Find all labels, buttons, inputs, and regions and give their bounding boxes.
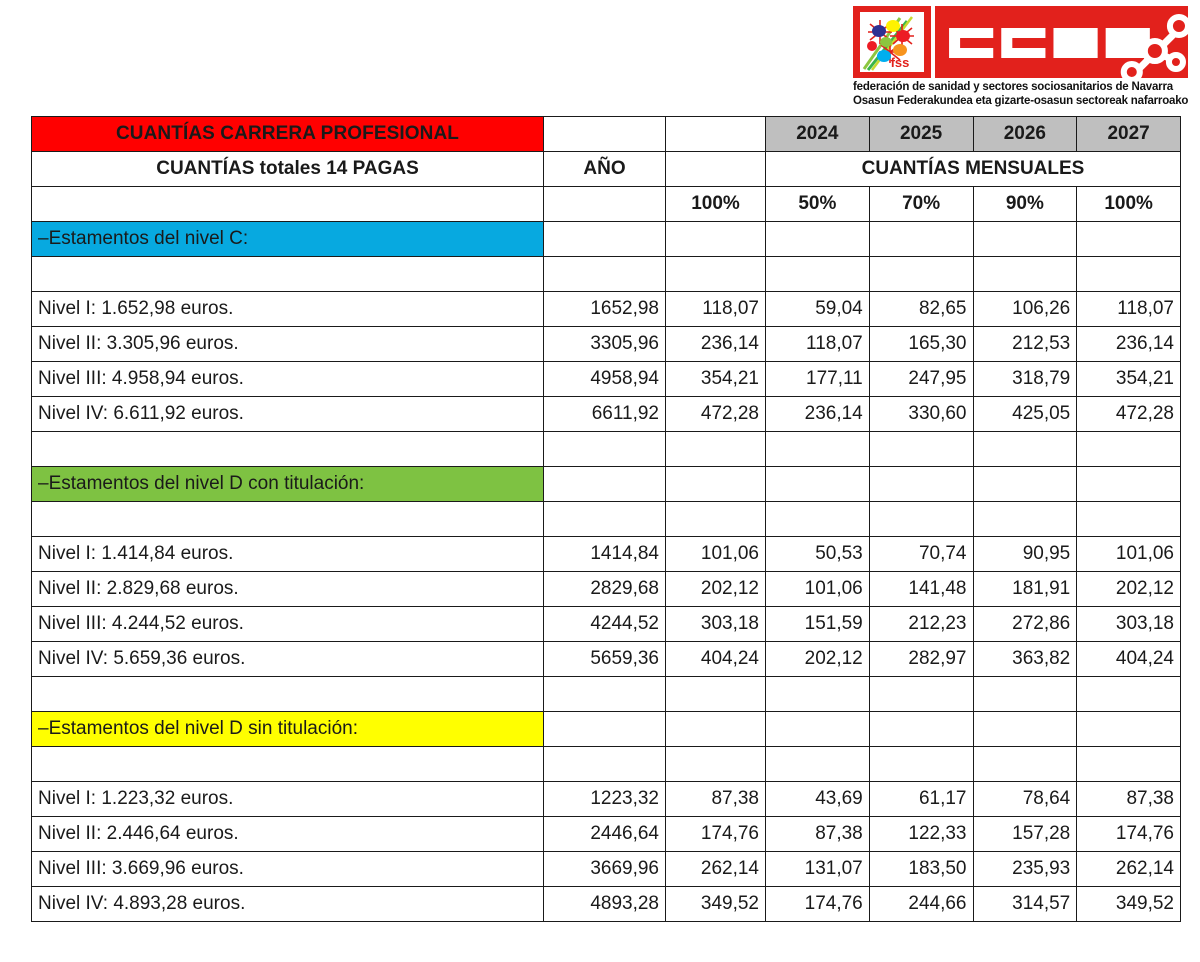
value-2027: 349,52	[1077, 887, 1181, 922]
value-2026: 235,93	[973, 852, 1077, 887]
svg-text:fss: fss	[890, 55, 910, 70]
value-2027: 87,38	[1077, 782, 1181, 817]
spacer-cell	[1077, 432, 1181, 467]
value-2024: 236,14	[766, 397, 870, 432]
table-row	[32, 537, 1181, 572]
anio-pct100-value: 303,18	[666, 607, 766, 642]
table-row	[32, 572, 1181, 607]
spacer-cell	[869, 502, 973, 537]
anio-total-value: 2829,68	[544, 572, 666, 607]
section-header-row	[32, 222, 1181, 257]
value-2024: 177,11	[766, 362, 870, 397]
section-blank-cell	[544, 222, 666, 257]
value-2026: 157,28	[973, 817, 1077, 852]
value-2025: 82,65	[869, 292, 973, 327]
value-2026: 318,79	[973, 362, 1077, 397]
value-2026: 90,95	[973, 537, 1077, 572]
anio-pct100-value: 101,06	[666, 537, 766, 572]
anio-total-value: 4893,28	[544, 887, 666, 922]
table-row	[32, 852, 1181, 887]
value-2027: 101,06	[1077, 537, 1181, 572]
section-blank-cell	[1077, 467, 1181, 502]
level-description: Nivel III: 4.244,52 euros.	[32, 607, 544, 642]
value-2026: 181,91	[973, 572, 1077, 607]
spacer-row	[32, 257, 1181, 292]
value-2026: 314,57	[973, 887, 1077, 922]
spacer-cell	[1077, 257, 1181, 292]
section-blank-cell	[666, 222, 766, 257]
spacer-cell	[766, 677, 870, 712]
spacer-cell	[32, 502, 544, 537]
percent-header-2024: 50%	[766, 187, 870, 222]
level-description: Nivel II: 3.305,96 euros.	[32, 327, 544, 362]
section-blank-cell	[544, 712, 666, 747]
anio-total-value: 1652,98	[544, 292, 666, 327]
table-row	[32, 362, 1181, 397]
section-label-2: –Estamentos del nivel D sin titulación:	[32, 712, 544, 747]
value-2024: 131,07	[766, 852, 870, 887]
ccoo-logo	[853, 6, 1189, 108]
section-blank-cell	[973, 712, 1077, 747]
value-2027: 236,14	[1077, 327, 1181, 362]
spacer-row	[32, 502, 1181, 537]
percent-header-2025: 70%	[869, 187, 973, 222]
table-row	[32, 607, 1181, 642]
spacer-cell	[766, 747, 870, 782]
fss-flower-icon	[853, 6, 931, 78]
ccoo-wordmark-art	[935, 6, 1188, 78]
percent-blank-anio	[544, 187, 666, 222]
value-2025: 244,66	[869, 887, 973, 922]
spacer-cell	[973, 432, 1077, 467]
spacer-cell	[544, 677, 666, 712]
value-2024: 87,38	[766, 817, 870, 852]
spacer-cell	[869, 257, 973, 292]
level-description: Nivel II: 2.446,64 euros.	[32, 817, 544, 852]
level-description: Nivel III: 3.669,96 euros.	[32, 852, 544, 887]
spacer-row	[32, 432, 1181, 467]
fss-flower-art	[860, 12, 924, 72]
section-blank-cell	[544, 467, 666, 502]
spacer-cell	[869, 677, 973, 712]
spacer-cell	[766, 502, 870, 537]
spacer-cell	[544, 502, 666, 537]
value-2024: 118,07	[766, 327, 870, 362]
section-blank-cell	[766, 712, 870, 747]
anio-total-value: 2446,64	[544, 817, 666, 852]
value-2024: 202,12	[766, 642, 870, 677]
section-blank-cell	[1077, 712, 1181, 747]
section-label-0: –Estamentos del nivel C:	[32, 222, 544, 257]
table-title-red: CUANTÍAS CARRERA PROFESIONAL	[32, 117, 544, 152]
section-blank-cell	[973, 222, 1077, 257]
level-description: Nivel II: 2.829,68 euros.	[32, 572, 544, 607]
anio-pct100-value: 236,14	[666, 327, 766, 362]
year-header-2024: 2024	[766, 117, 870, 152]
spacer-cell	[666, 747, 766, 782]
year-header-2025: 2025	[869, 117, 973, 152]
section-blank-cell	[666, 712, 766, 747]
logo-subtitle-line-2: Osasun Federakundea eta gizarte-osasun sectoreak nafarroako	[853, 95, 1189, 108]
value-2026: 212,53	[973, 327, 1077, 362]
spacer-cell	[766, 432, 870, 467]
spacer-cell	[666, 257, 766, 292]
section-header-row	[32, 467, 1181, 502]
value-2024: 59,04	[766, 292, 870, 327]
value-2026: 272,86	[973, 607, 1077, 642]
header-row-title	[32, 117, 1181, 152]
spacer-cell	[544, 432, 666, 467]
table-row	[32, 782, 1181, 817]
value-2025: 141,48	[869, 572, 973, 607]
anio-total-value: 1414,84	[544, 537, 666, 572]
spacer-cell	[1077, 747, 1181, 782]
value-2027: 262,14	[1077, 852, 1181, 887]
anio-pct100-value: 354,21	[666, 362, 766, 397]
spacer-cell	[32, 677, 544, 712]
anio-total-value: 5659,36	[544, 642, 666, 677]
value-2024: 50,53	[766, 537, 870, 572]
header-blank-anio	[544, 117, 666, 152]
level-description: Nivel I: 1.414,84 euros.	[32, 537, 544, 572]
year-header-2027: 2027	[1077, 117, 1181, 152]
percent-blank-desc	[32, 187, 544, 222]
spacer-cell	[869, 747, 973, 782]
header-row-percent	[32, 187, 1181, 222]
anio-pct100-value: 472,28	[666, 397, 766, 432]
anio-header: AÑO	[544, 152, 666, 187]
table-row	[32, 327, 1181, 362]
value-2026: 425,05	[973, 397, 1077, 432]
percent-header-2026: 90%	[973, 187, 1077, 222]
anio-total-value: 3305,96	[544, 327, 666, 362]
spacer-cell	[32, 432, 544, 467]
value-2026: 106,26	[973, 292, 1077, 327]
table-row	[32, 397, 1181, 432]
anio-pct100-value: 118,07	[666, 292, 766, 327]
anio-pct100-value: 404,24	[666, 642, 766, 677]
anio-total-value: 4958,94	[544, 362, 666, 397]
section-blank-cell	[1077, 222, 1181, 257]
anio-pct100-value: 87,38	[666, 782, 766, 817]
value-2026: 363,82	[973, 642, 1077, 677]
spacer-cell	[544, 257, 666, 292]
level-description: Nivel IV: 4.893,28 euros.	[32, 887, 544, 922]
value-2025: 61,17	[869, 782, 973, 817]
spacer-cell	[666, 677, 766, 712]
table-row	[32, 642, 1181, 677]
value-2024: 174,76	[766, 887, 870, 922]
percent-header-2027: 100%	[1077, 187, 1181, 222]
value-2025: 212,23	[869, 607, 973, 642]
cuantias-table-wrap	[31, 116, 1180, 922]
level-description: Nivel III: 4.958,94 euros.	[32, 362, 544, 397]
table-body	[32, 117, 1181, 922]
subtitle-blank-pct	[666, 152, 766, 187]
value-2024: 43,69	[766, 782, 870, 817]
level-description: Nivel I: 1.223,32 euros.	[32, 782, 544, 817]
value-2025: 122,33	[869, 817, 973, 852]
value-2025: 282,97	[869, 642, 973, 677]
section-header-row	[32, 712, 1181, 747]
table-row	[32, 817, 1181, 852]
value-2025: 70,74	[869, 537, 973, 572]
anio-total-value: 3669,96	[544, 852, 666, 887]
spacer-cell	[32, 747, 544, 782]
value-2027: 404,24	[1077, 642, 1181, 677]
table-row	[32, 292, 1181, 327]
spacer-cell	[666, 502, 766, 537]
value-2027: 174,76	[1077, 817, 1181, 852]
spacer-cell	[1077, 677, 1181, 712]
ccoo-wordmark-icon	[935, 6, 1188, 78]
spacer-cell	[973, 747, 1077, 782]
anio-pct100-value: 174,76	[666, 817, 766, 852]
spacer-cell	[869, 432, 973, 467]
cuantias-mensuales-header: CUANTÍAS MENSUALES	[766, 152, 1181, 187]
spacer-cell	[666, 432, 766, 467]
spacer-cell	[544, 747, 666, 782]
value-2025: 330,60	[869, 397, 973, 432]
spacer-cell	[1077, 502, 1181, 537]
level-description: Nivel IV: 5.659,36 euros.	[32, 642, 544, 677]
value-2024: 151,59	[766, 607, 870, 642]
section-blank-cell	[869, 467, 973, 502]
logo-marks	[853, 6, 1188, 78]
spacer-cell	[973, 677, 1077, 712]
value-2027: 354,21	[1077, 362, 1181, 397]
value-2027: 303,18	[1077, 607, 1181, 642]
value-2027: 472,28	[1077, 397, 1181, 432]
anio-pct100-value: 349,52	[666, 887, 766, 922]
value-2025: 165,30	[869, 327, 973, 362]
anio-total-value: 1223,32	[544, 782, 666, 817]
percent-anio-100: 100%	[666, 187, 766, 222]
header-blank-pct	[666, 117, 766, 152]
spacer-cell	[973, 257, 1077, 292]
section-blank-cell	[766, 467, 870, 502]
anio-pct100-value: 202,12	[666, 572, 766, 607]
spacer-row	[32, 747, 1181, 782]
section-label-1: –Estamentos del nivel D con titulación:	[32, 467, 544, 502]
level-description: Nivel IV: 6.611,92 euros.	[32, 397, 544, 432]
cuantias-carrera-profesional-table	[31, 116, 1181, 922]
anio-pct100-value: 262,14	[666, 852, 766, 887]
anio-total-value: 4244,52	[544, 607, 666, 642]
logo-subtitle-line-1: federación de sanidad y sectores sociosanitarios de Navarra	[853, 81, 1173, 93]
level-description: Nivel I: 1.652,98 euros.	[32, 292, 544, 327]
value-2027: 118,07	[1077, 292, 1181, 327]
section-blank-cell	[869, 712, 973, 747]
section-blank-cell	[766, 222, 870, 257]
year-header-2026: 2026	[973, 117, 1077, 152]
table-row	[32, 887, 1181, 922]
value-2027: 202,12	[1077, 572, 1181, 607]
table-subtitle: CUANTÍAS totales 14 PAGAS	[32, 152, 544, 187]
spacer-row	[32, 677, 1181, 712]
header-row-subtitle	[32, 152, 1181, 187]
value-2024: 101,06	[766, 572, 870, 607]
value-2026: 78,64	[973, 782, 1077, 817]
value-2025: 183,50	[869, 852, 973, 887]
section-blank-cell	[869, 222, 973, 257]
spacer-cell	[973, 502, 1077, 537]
section-blank-cell	[666, 467, 766, 502]
value-2025: 247,95	[869, 362, 973, 397]
spacer-cell	[766, 257, 870, 292]
section-blank-cell	[973, 467, 1077, 502]
anio-total-value: 6611,92	[544, 397, 666, 432]
spacer-cell	[32, 257, 544, 292]
